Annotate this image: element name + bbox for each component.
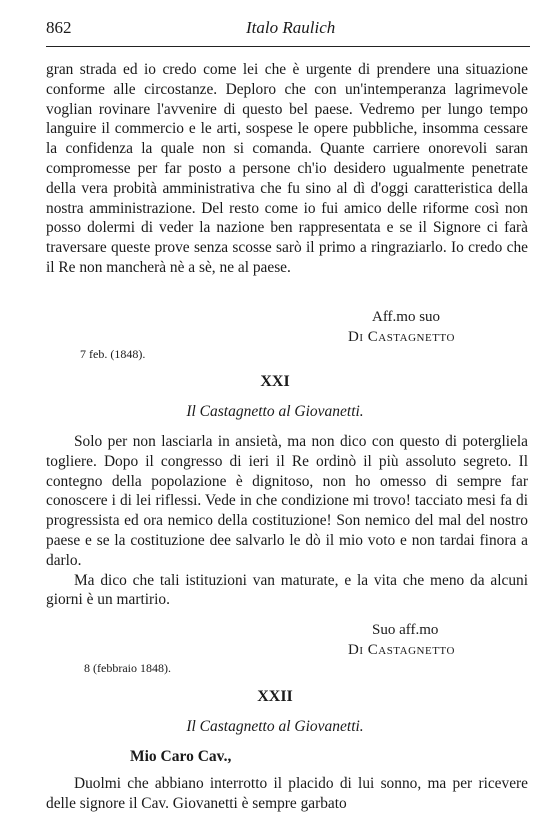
letter-xxii-numeral: XXII [257, 688, 293, 705]
letter-xxi-paragraph-2: Ma dico che tali istituzioni van maturate, e la vita che meno da alcuni giorni è un martirio. [46, 571, 528, 609]
letter-xxi-date: 8 (febbraio 1848). [84, 661, 171, 675]
header-rule [46, 46, 530, 47]
page-header [46, 18, 530, 42]
letter-xxi-numeral: XXI [260, 373, 290, 390]
letter-xx-body [46, 60, 528, 278]
letter-xxi-closing: Suo aff.mo [372, 622, 439, 638]
letter-xxii-paragraph: Duolmi che abbiano interrotto il placido di lui sonno, ma per ricevere delle signore il Cav. Giovanetti è sempre garbato [46, 775, 528, 812]
letter-xxii-salutation: Mio Caro Cav., [130, 748, 232, 765]
letter-xxii-body [46, 774, 528, 814]
letter-xxi-title: Il Castagnetto al Giovanetti. [186, 403, 364, 420]
letter-xx-paragraph: gran strada ed io credo come lei che è urgente di prendere una situazione conforme alle circostanze. Deploro che con un'intemperanza lagrimevole voglian rovinare l'avvenire di questo bel paese. Vedremo per lungo tempo languire il commercio e le arti, sospese le opere pubbliche, insomma cessare la confidenza la quale non si comanda. Quante carriere onorevoli saran compromesse per far posto a persone ch'io desidero ugualmente penetrate della vera probità amministrativa che fu sino al dì d'oggi caratteristica della nostra amministrazione. Del resto come io fui amico delle riforme così non posso dolermi di veder la nazione ben rappresentata e se il Signore ci farà traversare queste prove senza scosse sarò il primo a ringraziarlo. Io credo che il Re non mancherà nè a sè, ne al paese. [46, 61, 528, 276]
letter-xx-closing: Aff.mo suo [372, 309, 441, 325]
letter-xxi-signature: Di Castagnetto [348, 642, 455, 658]
letter-xxi-body [46, 432, 528, 610]
running-head: Italo Raulich [246, 18, 336, 37]
page-number: 862 [46, 18, 72, 37]
letter-xxi-paragraph-1: Solo per non lasciarla in ansietà, ma non dico con questo di potergliela togliere. Dopo il congresso di ieri il Re ordinò il più assoluto segreto. Il contegno della popolazione è dignitoso, non ho omesso di sempre far conoscere i di lei riflessi. Vede in che condizione mi trovo! tacciato mesi fa di progressista ed ora nemico della costituzione! Son nemico del mal del nostro paese e se la costituzione dee salvarlo le dò il mio voto e non tardai finora a darlo. [46, 433, 528, 569]
letter-xx-date: 7 feb. (1848). [80, 347, 146, 361]
letter-xxii-title: Il Castagnetto al Giovanetti. [186, 718, 364, 735]
letter-xx-signature: Di Castagnetto [348, 329, 455, 345]
